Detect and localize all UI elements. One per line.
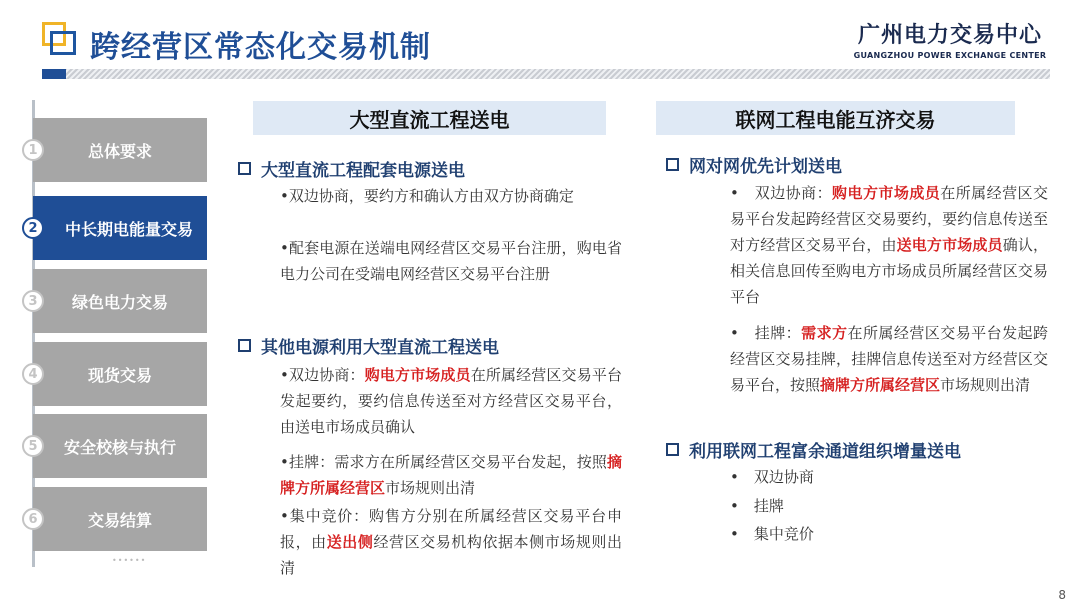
nav-number-2: 2 [22,217,44,239]
section-title-text: 大型直流工程配套电源送电 [261,161,465,181]
page-number: 8 [1058,588,1066,602]
left-section-1-para-1: •双边协商，要约方和确认方由双方协商确定 [280,187,574,205]
text: • 挂牌： [730,324,802,342]
text: 在所属经营区交易平台发起要约，要约信息传送至对方经营区交易平台，由送电市场成员确认 [280,366,622,436]
text: 经营区交易机构依据本侧市场规则出清 [280,533,622,577]
nav-item-mid-long-term-trading[interactable] [33,196,207,260]
text: 在所属经营区交易平台发起跨经营区交易要约，要约信息传送至对方经营区交易平台，由 [730,184,1048,254]
right-section-1-bilateral [730,180,1048,310]
highlight-text: 摘牌方所属经营区 [280,453,622,497]
nav-item-label: 安全校核与执行 [63,437,176,457]
checkbox-bullet-icon [238,162,251,175]
text: 确认，相关信息回传至购电方市场成员所属经营区交易平台 [730,236,1048,306]
text: • 双边协商： [730,184,833,202]
highlight-text: 购电方市场成员 [832,184,941,202]
left-section-2-bilateral [280,362,622,440]
highlight-text: 需求方 [801,324,848,342]
nav-number-3: 3 [22,290,44,312]
nav-item-label: 中长期电能量交易 [64,219,193,239]
right-section-2-item-auction: • 集中竞价 [730,525,814,543]
text: •挂牌：需求方在所属经营区交易平台发起，按照 [280,453,607,471]
left-section-2-listing [280,449,622,501]
highlight-text: 购电方市场成员 [364,366,471,384]
brand-logo [850,18,1050,60]
nav-number-5: 5 [22,435,44,457]
right-section-2-title [666,437,961,462]
nav-dots: •••••• [112,556,147,565]
section-title-text: 网对网优先计划送电 [689,157,842,177]
nav-item-security-check[interactable] [33,414,207,478]
nav-number-6: 6 [22,508,44,530]
highlight-text: 摘牌方所属经营区 [820,376,941,394]
text: 市场规则出清 [940,376,1031,394]
nav-item-label: 交易结算 [87,510,152,530]
highlight-text: 送电方市场成员 [896,236,1003,254]
logo-icon [42,22,78,56]
checkbox-bullet-icon [666,443,679,456]
left-column-heading: 大型直流工程送电 [253,101,606,135]
right-column-heading: 联网工程电能互济交易 [656,101,1015,135]
brand-name-cn: 广州电力交易中心 [857,23,1042,48]
right-section-2-item-bilateral: • 双边协商 [730,468,814,486]
section-title-text: 其他电源利用大型直流工程送电 [261,338,499,358]
left-section-2-title [238,333,499,358]
text: •双边协商： [280,366,365,384]
nav-item-label: 绿色电力交易 [71,292,168,312]
left-section-1-title [238,156,465,181]
checkbox-bullet-icon [238,339,251,352]
right-section-1-listing [730,320,1048,398]
nav-item-settlement[interactable] [33,487,207,551]
nav-item-label: 现货交易 [87,365,152,385]
nav-item-label: 总体要求 [87,141,152,161]
nav-item-spot-trading[interactable] [33,342,207,406]
right-section-1-title [666,152,842,177]
nav-number-4: 4 [22,363,44,385]
highlight-text: 送出侧 [326,533,374,551]
header-divider [42,69,1050,79]
text: 市场规则出清 [385,479,476,497]
section-title-text: 利用联网工程富余通道组织增量送电 [689,442,961,462]
left-section-2-auction [280,503,622,581]
nav-item-overall-requirements[interactable] [33,118,207,182]
text: •集中竞价：购售方分别在所属经营区交易平台申报，由 [280,507,622,551]
left-section-1-para-2: •配套电源在送端电网经营区交易平台注册，购电省电力公司在受端电网经营区交易平台注册 [280,239,622,283]
brand-name-en: GUANGZHOU POWER EXCHANGE CENTER [853,51,1047,60]
checkbox-bullet-icon [666,158,679,171]
nav-item-green-power-trading[interactable] [33,269,207,333]
nav-number-1: 1 [22,139,44,161]
page-title: 跨经营区常态化交易机制 [90,30,431,65]
text: 在所属经营区交易平台发起跨经营区交易挂牌，挂牌信息传送至对方经营区交易平台，按照 [730,324,1048,394]
right-section-2-item-listing: • 挂牌 [730,497,784,515]
